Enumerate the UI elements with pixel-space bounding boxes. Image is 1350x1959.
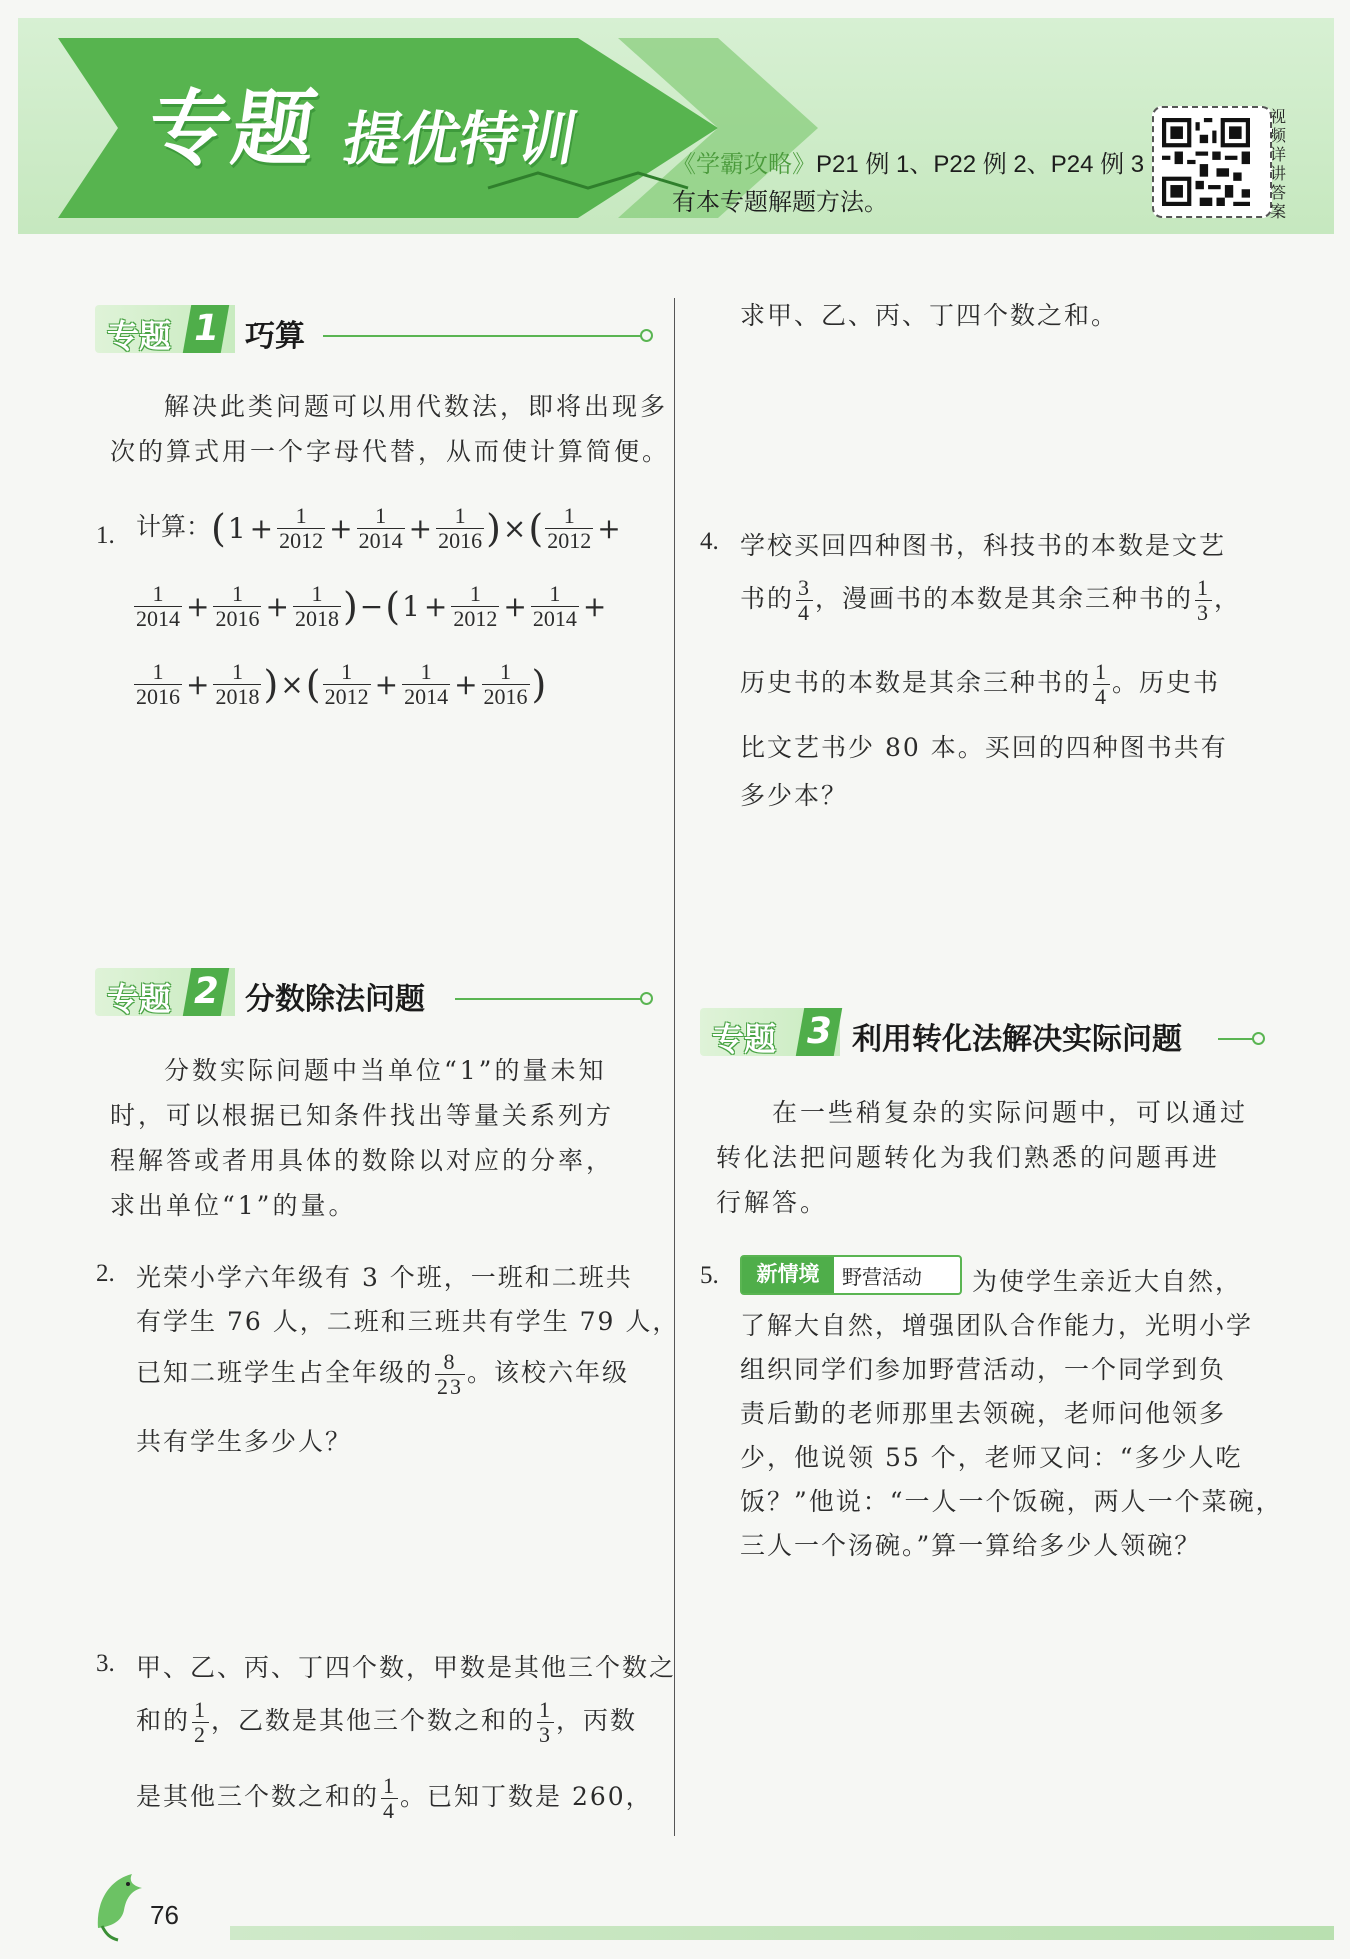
topic-1-header xyxy=(95,305,655,357)
problem-number: 1. xyxy=(96,522,115,549)
topic-rule-dot xyxy=(1252,1032,1265,1045)
intro-line: 次的算式用一个字母代替，从而使计算简便。 xyxy=(110,437,671,466)
topic-tag-label: 专题 xyxy=(107,317,172,355)
topic-rule xyxy=(323,335,643,337)
problem-number: 2. xyxy=(96,1260,115,1287)
topic-rule xyxy=(1218,1038,1254,1040)
problem-number: 3. xyxy=(96,1650,115,1677)
intro-line: 求出单位“1”的量。 xyxy=(110,1191,357,1220)
fraction: $\frac{1}{3}$ xyxy=(1197,575,1211,625)
fraction: $\frac{1}{3}$ xyxy=(539,1697,553,1747)
problem-line: 责后勤的老师那里去领碗，老师问他领多 xyxy=(740,1399,1227,1428)
intro-line: 程解答或者用具体的数除以对应的分率， xyxy=(110,1146,615,1175)
topic-1-intro xyxy=(110,384,670,474)
badge-topic: 野营活动 xyxy=(842,1265,922,1289)
topic-2-header xyxy=(95,968,655,1020)
fraction: $\frac{1}{2014}$ xyxy=(136,581,180,631)
topic-number: 3 xyxy=(796,1008,842,1056)
topic-number: 2 xyxy=(183,968,229,1016)
qr-code-box[interactable] xyxy=(1152,106,1272,218)
fraction: $\frac{1}{2016}$ xyxy=(136,659,180,709)
qr-code-icon xyxy=(1162,114,1250,210)
fraction: $\frac{1}{4}$ xyxy=(1095,659,1109,709)
problem-line: 三人一个汤碗。”算一算给多少人领碗？ xyxy=(740,1531,1202,1560)
scenario-badge xyxy=(740,1255,962,1295)
fraction: $\frac{1}{2012}$ xyxy=(279,503,324,553)
intro-line: 时，可以根据已知条件找出等量关系列方 xyxy=(110,1101,615,1130)
badge-new-scenario: 新情境 xyxy=(742,1257,834,1293)
problem-line: 多少本？ xyxy=(740,781,849,810)
problem-line: 书的 $\frac{3}{4}$ ，漫画书的本数是其余三种书的 $\frac{1}{3}$ ， xyxy=(740,575,1242,625)
fraction: $\frac{1}{2018}$ xyxy=(215,659,260,709)
intro-line: 解决此类问题可以用代数法，即将出现多 xyxy=(164,392,669,421)
topic-title: 巧算 xyxy=(245,320,305,353)
banner-subtitle: 提优特训 xyxy=(338,105,583,173)
problem-line: 共有学生多少人？ xyxy=(136,1427,353,1456)
fraction: $\frac{8}{23}$ xyxy=(437,1349,464,1399)
problem-line: 甲、乙、丙、丁四个数，甲数是其他三个数之 xyxy=(136,1653,677,1682)
ref-note: 有本专题解题方法。 xyxy=(672,189,888,216)
topic-rule xyxy=(455,998,643,1000)
problem-3-continued: 求甲、乙、丙、丁四个数之和。 xyxy=(740,301,1119,330)
fraction: $\frac{1}{2012}$ xyxy=(324,659,369,709)
fraction: $\frac{1}{2018}$ xyxy=(294,581,339,631)
fraction: $\frac{1}{2012}$ xyxy=(453,581,498,631)
expr-line-1: 计算：(1 + $\frac{1}{2012}$ + $\frac{1}{2014}$ + $\frac{1}{2016}$ )×( $\frac{1}{2012}$ + xyxy=(136,503,621,553)
problem-line: 有学生 76 人，二班和三班共有学生 79 人， xyxy=(136,1307,680,1336)
fraction: $\frac{1}{4}$ xyxy=(383,1773,397,1823)
page-number: 76 xyxy=(150,1900,179,1930)
problem-line: 饭？”他说：“一人一个饭碗，两人一个菜碗， xyxy=(740,1487,1283,1516)
banner-reference xyxy=(672,146,1144,222)
footer-bar xyxy=(230,1926,1334,1940)
problem-line: 比文艺书少 80 本。买回的四种图书共有 xyxy=(740,733,1228,762)
problem-line: 已知二班学生占全年级的 $\frac{8}{23}$ 。该校六年级 xyxy=(136,1349,630,1399)
topic-title: 利用转化法解决实际问题 xyxy=(852,1023,1182,1056)
problem-line: 了解大自然，增强团队合作能力，光明小学 xyxy=(740,1311,1254,1340)
dolphin-icon xyxy=(88,1868,152,1944)
intro-line: 分数实际问题中当单位“1”的量未知 xyxy=(164,1056,607,1085)
problem-number: 5. xyxy=(700,1262,719,1289)
expr-line-2: $\frac{1}{2014}$ + $\frac{1}{2016}$ + $\frac{1}{2018}$ )−(1 + $\frac{1}{2012}$ + $\frac{1}{2014}$ + xyxy=(136,581,607,631)
expr-line-3: $\frac{1}{2016}$ + $\frac{1}{2018}$ )×( $\frac{1}{2012}$ + $\frac{1}{2014}$ + $\frac{1}{2016}$ ) xyxy=(136,659,547,709)
fraction: $\frac{1}{2016}$ xyxy=(215,581,260,631)
topic-tag-label: 专题 xyxy=(712,1020,777,1058)
intro-line: 在一些稍复杂的实际问题中，可以通过 xyxy=(772,1098,1249,1127)
fraction: $\frac{1}{2}$ xyxy=(194,1697,208,1747)
topic-3-intro xyxy=(716,1090,1248,1225)
problem-line: 是其他三个数之和的 $\frac{1}{4}$ 。已知丁数是 260， xyxy=(136,1773,653,1823)
problem-line: 组织同学们参加野营活动，一个同学到负 xyxy=(740,1355,1227,1384)
topic-2-intro xyxy=(110,1048,614,1228)
topic-tag-label: 专题 xyxy=(107,980,172,1018)
ref-examples: P21 例 1、P22 例 2、P24 例 3 xyxy=(816,151,1145,178)
fraction: $\frac{3}{4}$ xyxy=(798,575,812,625)
problem-line: 学校买回四种图书，科技书的本数是文艺 xyxy=(740,531,1227,560)
fraction: $\frac{1}{2012}$ xyxy=(547,503,592,553)
topic-rule-dot xyxy=(640,992,653,1005)
topic-rule-dot xyxy=(640,329,653,342)
intro-line: 转化法把问题转化为我们熟悉的问题再进 xyxy=(716,1143,1221,1172)
problem-line: 少，他说领 55 个，老师又问：“多少人吃 xyxy=(740,1443,1243,1472)
problem-line: 为使学生亲近大自然， xyxy=(972,1267,1243,1296)
topic-title: 分数除法问题 xyxy=(245,983,425,1016)
fraction: $\frac{1}{2016}$ xyxy=(438,503,483,553)
fraction: $\frac{1}{2014}$ xyxy=(358,503,403,553)
fraction: $\frac{1}{2016}$ xyxy=(483,659,528,709)
intro-line: 行解答。 xyxy=(716,1188,829,1217)
fraction: $\frac{1}{2014}$ xyxy=(532,581,577,631)
topic-3-header xyxy=(700,1008,1270,1060)
topic-number: 1 xyxy=(183,305,229,353)
banner-title: 专题 xyxy=(142,82,324,177)
problem-line: 历史书的本数是其余三种书的 $\frac{1}{4}$ 。历史书 xyxy=(740,659,1221,709)
ref-book-title: 《学霸攻略》 xyxy=(672,151,816,178)
problem-line: 和的 $\frac{1}{2}$ ，乙数是其他三个数之和的 $\frac{1}{3}$ ，丙数 xyxy=(136,1697,638,1747)
expr-lead: 计算： xyxy=(136,512,212,541)
problem-number: 4. xyxy=(700,528,719,555)
column-divider xyxy=(674,298,675,1836)
qr-caption: 视频详讲答案 xyxy=(1270,109,1287,221)
problem-line: 光荣小学六年级有 3 个班，一班和二班共 xyxy=(136,1263,633,1292)
fraction: $\frac{1}{2014}$ xyxy=(404,659,449,709)
